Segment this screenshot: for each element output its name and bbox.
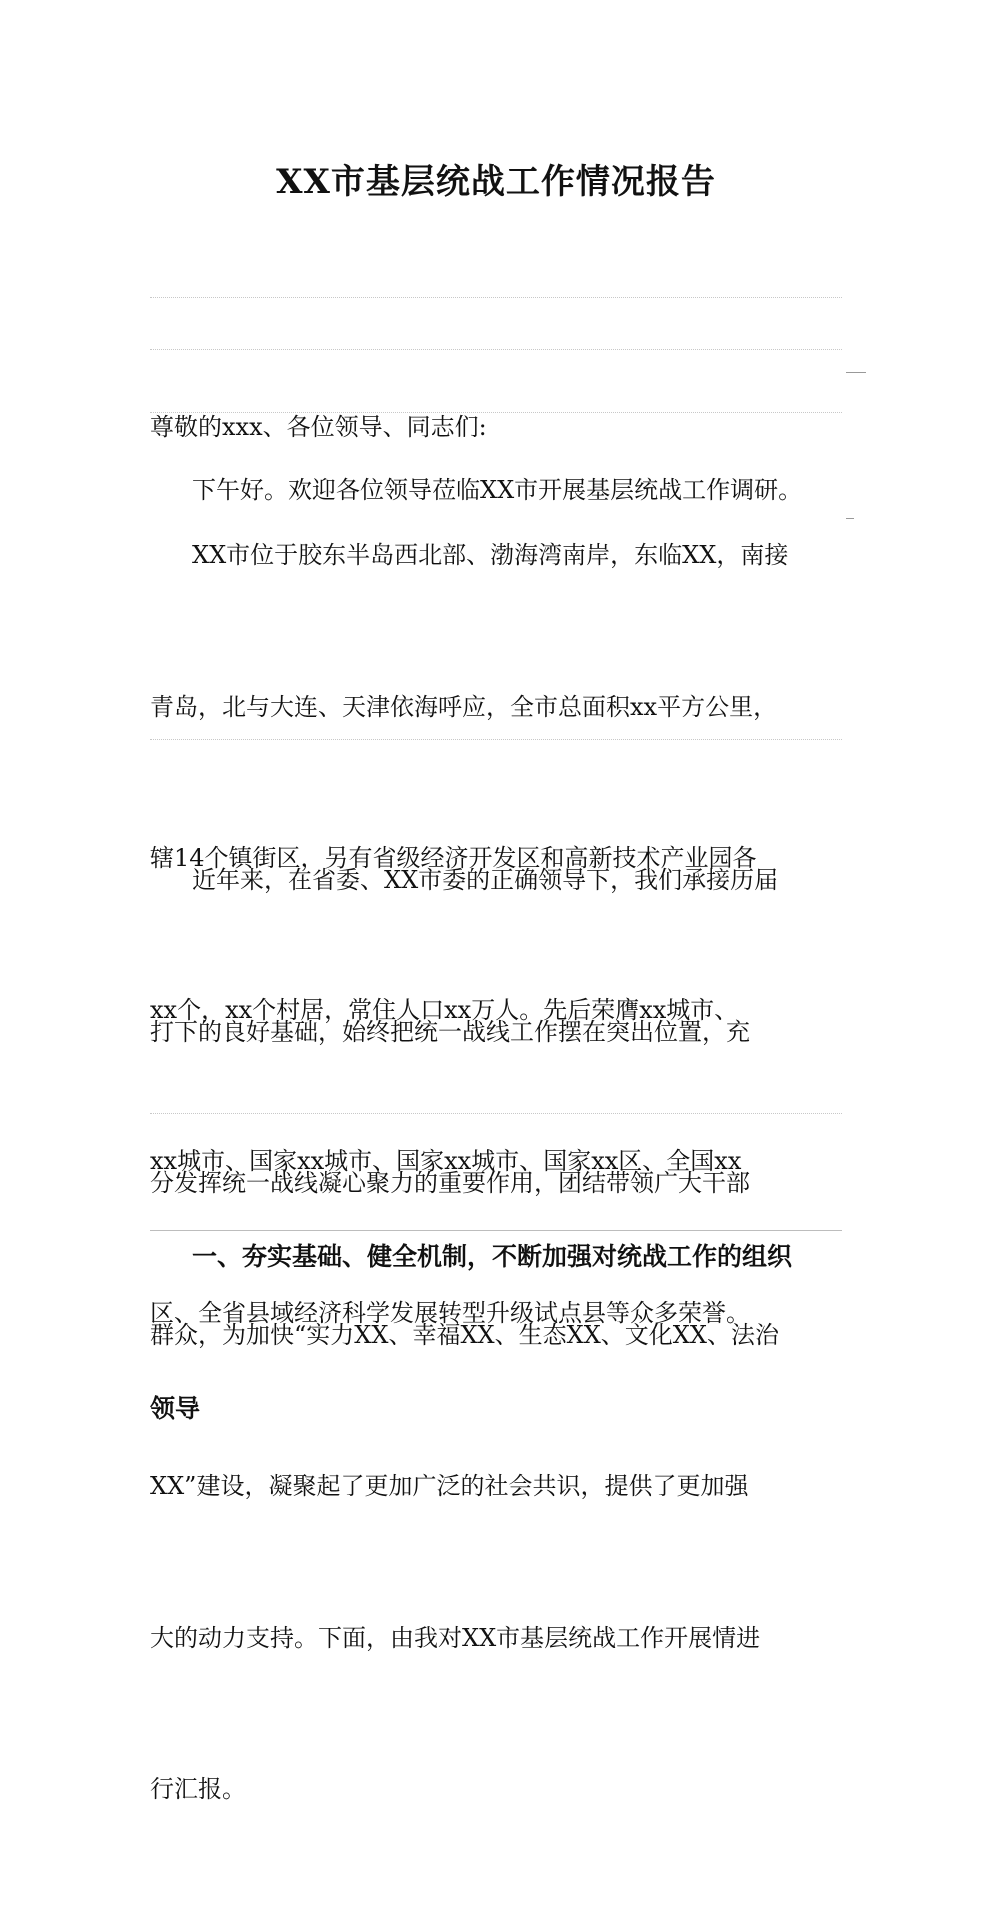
paragraph-divider xyxy=(150,412,842,413)
salutation-text: 尊敬的xxx、各位领导、同志们: xyxy=(150,413,487,441)
paragraph-line: 青岛，北与大连、天津依海呼应，全市总面积xx平方公里， xyxy=(150,692,778,721)
paragraph-line: XX”建设，凝聚起了更加广泛的社会共识，提供了更加强 xyxy=(150,1472,749,1500)
heading-line: 领导 xyxy=(150,1393,201,1423)
revision-mark xyxy=(846,518,854,519)
paragraph-line: 辖14个镇街区，另有省级经济开发区和高新技术产业园各 xyxy=(150,844,757,872)
paragraph-divider xyxy=(150,297,842,298)
document-title: XX市基层统战工作情况报告 xyxy=(276,162,716,202)
section-heading xyxy=(150,1131,850,1535)
paragraph-line: 群众，为加快“实力XX、幸福XX、生态XX、文化XX、法治 xyxy=(150,1320,779,1349)
heading-line: 一、夯实基础、健全机制，不断加强对统战工作的组织 xyxy=(192,1242,793,1271)
paragraph-line: 大的动力支持。下面，由我对XX市基层统战工作开展情进 xyxy=(150,1623,761,1652)
paragraph-line: 行汇报。 xyxy=(150,1775,246,1803)
paragraph-line: XX市位于胶东半岛西北部、渤海湾南岸，东临XX，南接 xyxy=(192,541,789,569)
paragraph-line: xx个，xx个村居，常住人口xx万人。先后荣膺xx城市、 xyxy=(150,995,739,1024)
paragraph-line: xx城市、国家xx城市、国家xx城市、国家xx区、全国xx xyxy=(150,1147,742,1175)
paragraph-line: 区、全省县域经济科学发展转型升级试点县等众多荣誉。 xyxy=(150,1298,750,1327)
revision-mark xyxy=(846,372,866,373)
paragraph-line: 下午好。欢迎各位领导莅临XX市开展基层统战工作调研。 xyxy=(192,476,803,504)
paragraph-line: 打下的良好基础，始终把统一战线工作摆在突出位置，充 xyxy=(150,1017,750,1046)
paragraph-divider xyxy=(150,349,842,350)
paragraph-line: 分发挥统一战线凝心聚力的重要作用，团结带领广大干部 xyxy=(150,1169,750,1197)
paragraph-divider xyxy=(150,739,842,740)
paragraph-divider xyxy=(150,1113,842,1114)
section-divider xyxy=(150,1230,842,1231)
paragraph-line: 近年来，在省委、XX市委的正确领导下，我们承接历届 xyxy=(192,866,779,894)
